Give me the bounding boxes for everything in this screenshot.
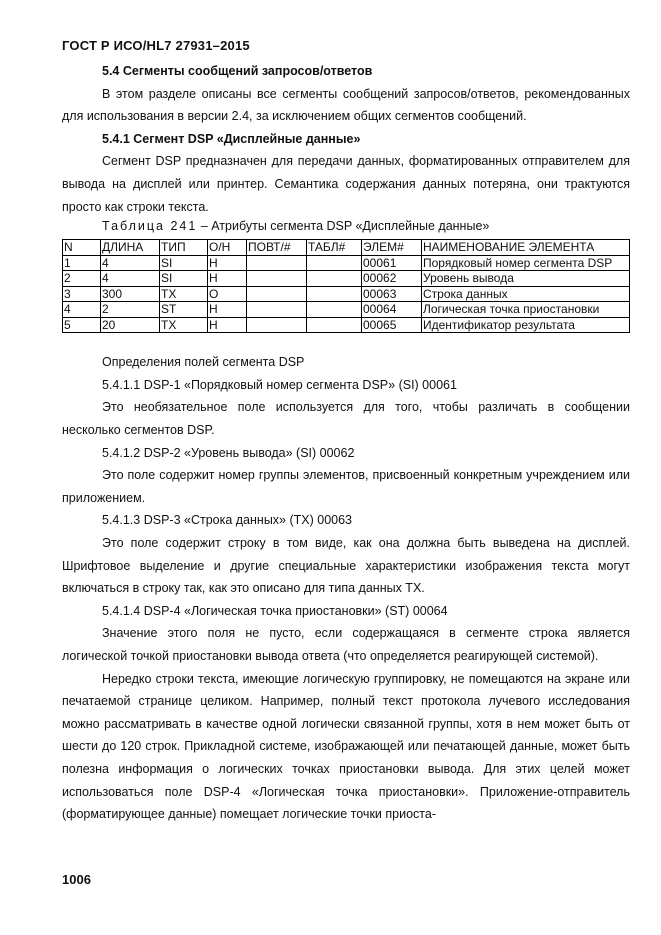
table-caption-text: – Атрибуты сегмента DSP «Дисплейные данные»: [197, 219, 490, 234]
cell-table: [307, 302, 362, 318]
cell-element: 00065: [362, 317, 422, 333]
cell-optionality: Н: [208, 317, 247, 333]
cell-n: 1: [63, 255, 101, 271]
field-title-dsp-4: 5.4.1.4 DSP-4 «Логическая точка приостановки» (ST) 00064: [102, 603, 448, 618]
cell-type: TX: [160, 317, 208, 333]
section-title: 5.4 Сегменты сообщений запросов/ответов: [102, 64, 373, 78]
attributes-table: [62, 239, 630, 334]
cell-element: 00062: [362, 271, 422, 287]
field-text-dsp-1: Это необязательное поле используется для того, чтобы различать в сообщении несколько сегментов DSP.: [62, 400, 630, 438]
field-title-dsp-2: 5.4.1.2 DSP-2 «Уровень вывода» (SI) 00062: [102, 445, 355, 460]
header-cell-optionality: О/Н: [208, 239, 247, 255]
cell-repeat: [247, 302, 307, 318]
cell-type: ST: [160, 302, 208, 318]
cell-element: 00061: [362, 255, 422, 271]
cell-length: 300: [101, 286, 160, 302]
header-cell-element: ЭЛЕМ#: [362, 239, 422, 255]
table-row: [63, 302, 630, 318]
cell-name: Логическая точка приостановки: [422, 302, 630, 318]
section-intro: В этом разделе описаны все сегменты сообщений запросов/ответов, рекомендованных для использования в версии 2.4, за исключением общих сегментов сообщений.: [62, 86, 630, 124]
cell-name: Порядковый номер сегмента DSP: [422, 255, 630, 271]
header-cell-name: НАИМЕНОВАНИЕ ЭЛЕМЕНТА: [422, 239, 630, 255]
header-cell-type: ТИП: [160, 239, 208, 255]
document-body: [62, 60, 630, 826]
cell-table: [307, 317, 362, 333]
table-row: [63, 317, 630, 333]
cell-name: Идентификатор результата: [422, 317, 630, 333]
cell-length: 4: [101, 271, 160, 287]
header-cell-table: ТАБЛ#: [307, 239, 362, 255]
cell-length: 4: [101, 255, 160, 271]
definitions-heading: Определения полей сегмента DSP: [102, 355, 305, 370]
cell-repeat: [247, 255, 307, 271]
cell-length: 20: [101, 317, 160, 333]
cell-n: 5: [63, 317, 101, 333]
field-title-dsp-3: 5.4.1.3 DSP-3 «Строка данных» (TX) 00063: [102, 513, 353, 528]
cell-table: [307, 286, 362, 302]
page-number: 1006: [62, 872, 91, 887]
cell-n: 2: [63, 271, 101, 287]
document-header: ГОСТ Р ИСО/HL7 27931–2015: [62, 38, 250, 53]
header-cell-n: N: [63, 239, 101, 255]
field-text-dsp-4-continued: Нередко строки текста, имеющие логическую группировку, не помещаются на экране или печатаемой странице целиком. Например, полный текст протокола лучевого исследования можно рассматривать в качестве одной логически связанной группы, хотя в нем может быть от шести до 120 строк. Прикладной системе, изображающей или печатающей данные, может быть полезна информация о логических точках приостановки вывода. Для этих целей может использоваться поле DSP-4 «Логическая точка приостановки». Приложение-отправитель (форматирующее данные) помещает логические точки приоста-: [62, 671, 630, 822]
field-text-dsp-3: Это поле содержит строку в том виде, как она должна быть выведена на дисплей. Шрифтовое выделение и другие специальные характеристики изображения текста могут включаться в строку так, как это описано для типа данных TX.: [62, 536, 630, 596]
field-text-dsp-4: Значение этого поля не пусто, если содержащаяся в сегменте строка является логической точкой приостановки вывода ответа (что определяется реагирующей системой).: [62, 626, 630, 663]
cell-repeat: [247, 271, 307, 287]
header-cell-repeat: ПОВТ/#: [247, 239, 307, 255]
cell-optionality: Н: [208, 271, 247, 287]
cell-n: 4: [63, 302, 101, 318]
subsection-text: Сегмент DSP предназначен для передачи данных, форматированных отправителем для вывода на дисплей или принтер. Семантика содержания данных потеряна, они трактуются просто как строки текста.: [62, 154, 630, 214]
cell-optionality: О: [208, 286, 247, 302]
field-title-dsp-1: 5.4.1.1 DSP-1 «Порядковый номер сегмента DSP» (SI) 00061: [102, 377, 457, 392]
cell-table: [307, 255, 362, 271]
cell-element: 00064: [362, 302, 422, 318]
table-row: [63, 286, 630, 302]
table-row: [63, 271, 630, 287]
header-cell-length: ДЛИНА: [101, 239, 160, 255]
cell-name: Строка данных: [422, 286, 630, 302]
table-caption: [62, 215, 630, 238]
field-text-dsp-2: Это поле содержит номер группы элементов, присвоенный конкретным учреждением или приложением.: [62, 468, 630, 505]
table-header-row: [63, 239, 630, 255]
table-row: [63, 255, 630, 271]
cell-type: SI: [160, 271, 208, 287]
cell-type: SI: [160, 255, 208, 271]
cell-name: Уровень вывода: [422, 271, 630, 287]
cell-repeat: [247, 286, 307, 302]
subsection-title: 5.4.1 Сегмент DSP «Дисплейные данные»: [102, 131, 361, 146]
cell-length: 2: [101, 302, 160, 318]
cell-optionality: Н: [208, 302, 247, 318]
cell-repeat: [247, 317, 307, 333]
cell-n: 3: [63, 286, 101, 302]
table-caption-label: Таблица 241: [102, 219, 198, 234]
cell-type: TX: [160, 286, 208, 302]
cell-table: [307, 271, 362, 287]
cell-optionality: Н: [208, 255, 247, 271]
cell-element: 00063: [362, 286, 422, 302]
